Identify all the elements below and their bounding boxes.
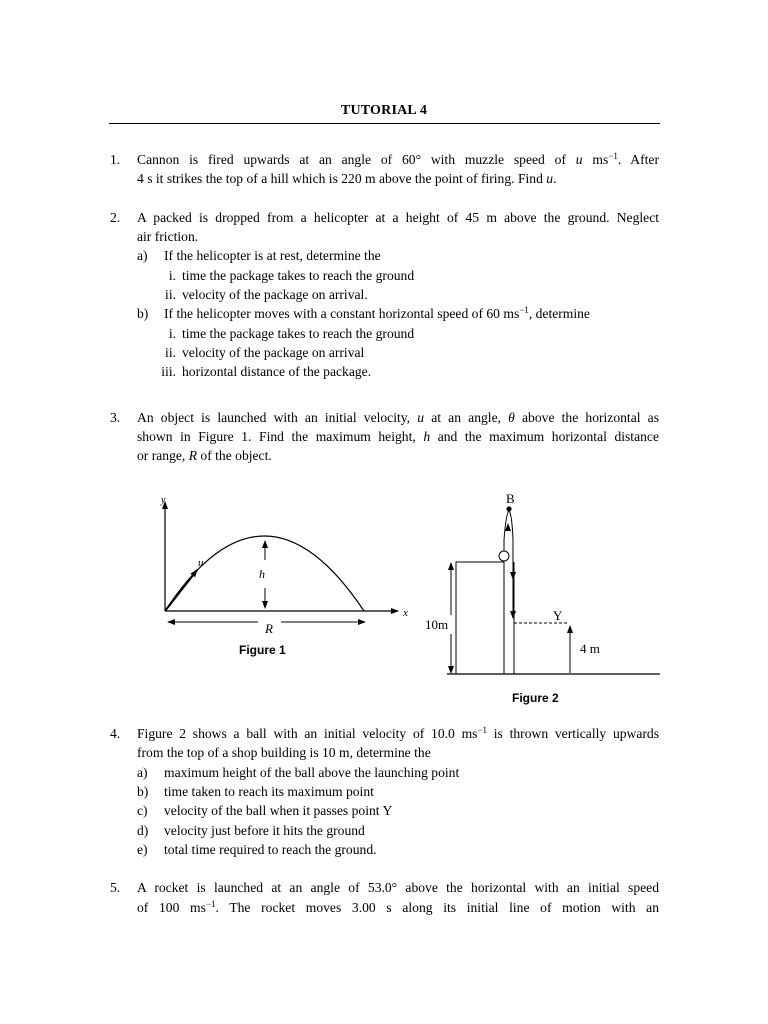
q2-line-2: air friction. [137, 229, 199, 244]
q2-b-label: b) [137, 306, 149, 321]
fig2-point-B [506, 506, 511, 511]
q4-item-text: time taken to reach its maximum point [164, 784, 374, 799]
fig2-ball [499, 551, 509, 561]
fig2-B-label: B [506, 491, 515, 506]
q1-line-2: 4 s it strikes the top of a hill which is 220 m above the point of firing. Find u. [137, 171, 557, 186]
q2-a-ii-text: velocity of the package on arrival. [182, 287, 368, 302]
q4-item-text: velocity of the ball when it passes point Y [164, 803, 393, 818]
q2-a-i-label: i. [168, 268, 176, 283]
page-title: TUTORIAL 4 [340, 103, 428, 118]
figure-2 [425, 491, 660, 705]
fig2-10m-label: 10m [425, 617, 449, 632]
fig1-velocity-arrow [165, 570, 197, 611]
fig2-caption: Figure 2 [512, 691, 559, 705]
q2-line-1: A packed is dropped from a helicopter at a height of 45 m above the ground. Neglect [137, 210, 659, 225]
q3-line-1: An object is launched with an initial velocity, u at an angle, θ above the horizontal as [137, 410, 659, 425]
q1-line-1: Cannon is fired upwards at an angle of 60° with muzzle speed of u $ms^{-1}$. After [137, 151, 659, 167]
fig1-x-label: x [403, 607, 408, 619]
q4-item-label: d) [137, 823, 149, 838]
fig2-building [456, 562, 504, 674]
q4-item-label: b) [137, 784, 149, 799]
q1-number: 1. [110, 152, 121, 167]
fig1-u-label: u [198, 557, 204, 569]
fig2-up-path [504, 511, 509, 551]
q4-item-text: maximum height of the ball above the launching point [164, 765, 460, 780]
q4-line-1: Figure 2 shows a ball with an initial velocity of 10.0 $ms^{-1}$ is thrown vertically upwards [137, 725, 660, 741]
q2-b-ii-text: velocity of the package on arrival [182, 345, 365, 360]
q4-item-text: velocity just before it hits the ground [164, 823, 365, 838]
fig2-4m-label: 4 m [580, 641, 600, 656]
q4-item-text: total time required to reach the ground. [164, 842, 377, 857]
fig1-R-label: R [265, 621, 273, 636]
q3-line-2: shown in Figure 1. Find the maximum height, h and the maximum horizontal distance [137, 429, 659, 444]
q3-line-3: or range, R of the object. [137, 448, 272, 463]
fig1-h-label: h [259, 567, 265, 581]
figure-1 [160, 495, 408, 657]
q2-b-i-label: i. [168, 326, 176, 341]
q2-a-ii-label: ii. [165, 287, 176, 302]
q2-b-iii-label: iii. [161, 364, 176, 379]
q4-item-label: a) [137, 765, 148, 780]
q3-number: 3. [110, 410, 121, 425]
q4-item-label: c) [137, 803, 148, 818]
q2-a-label: a) [137, 248, 148, 263]
q2-b-text: If the helicopter moves with a constant horizontal speed of 60 $ms^{-1}$, determine [164, 305, 590, 321]
q4-line-2: from the top of a shop building is 10 m, determine the [137, 745, 431, 760]
q5-line-1: A rocket is launched at an angle of 53.0° above the horizontal with an initial speed [137, 880, 659, 895]
q2-a-i-text: time the package takes to reach the ground [182, 268, 415, 283]
q2-b-ii-label: ii. [165, 345, 176, 360]
fig1-caption: Figure 1 [239, 643, 286, 657]
q2-a-text: If the helicopter is at rest, determine the [164, 248, 381, 263]
q5-number: 5. [110, 880, 121, 895]
fig2-Y-label: Y [553, 608, 563, 623]
q4-number: 4. [110, 726, 121, 741]
fig1-y-label: y [161, 495, 166, 506]
q5-line-2: of 100 $ms^{-1}$. The rocket moves 3.00 s along its initial line of motion with an [137, 899, 660, 915]
q4-item-label: e) [137, 842, 148, 857]
q2-b-iii-text: horizontal distance of the package. [182, 364, 372, 379]
q2-number: 2. [110, 210, 121, 225]
fig2-down-path [509, 511, 513, 616]
q2-b-i-text: time the package takes to reach the ground [182, 326, 415, 341]
